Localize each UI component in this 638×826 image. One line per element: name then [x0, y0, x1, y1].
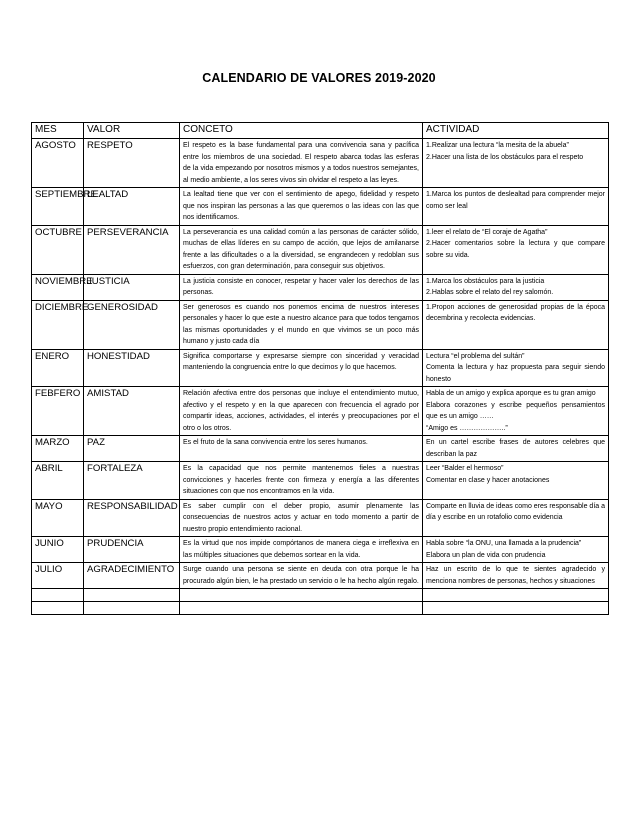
empty-table-row [32, 589, 609, 602]
table-row [32, 274, 609, 300]
valor-cell: RESPETO [84, 139, 180, 188]
actividad-line: 1.Propon acciones de generosidad propias de la época decembrina y recolecta evidencias. [426, 303, 605, 322]
concepto-cell: La lealtad tiene que ver con el sentimiento de apego, fidelidad y respeto que nos inspiran las personas a las que queremos o las ideas con las que nos identificamos. [180, 188, 423, 226]
valor-cell: AGRADECIMIENTO [84, 563, 180, 589]
mes-cell: SEPTIEMBRE [32, 188, 84, 226]
header-mes: MES [32, 123, 84, 139]
mes-cell: MARZO [32, 436, 84, 462]
actividad-cell [423, 462, 609, 500]
mes-cell: NOVIEMBRE [32, 274, 84, 300]
table-row [32, 139, 609, 188]
header-actividad: ACTIVIDAD [423, 123, 609, 139]
table-row [32, 387, 609, 436]
mes-cell: JULIO [32, 563, 84, 589]
table-row [32, 188, 609, 226]
empty-cell [32, 589, 84, 602]
actividad-line: 2.Hablas sobre el relato del rey salomón. [426, 289, 554, 296]
valor-cell: PRUDENCIA [84, 537, 180, 563]
actividad-line: 1.Realizar una lectura “la mesita de la abuela” [426, 142, 569, 149]
valor-cell: PERSEVERANCIA [84, 225, 180, 274]
valor-cell: RESPONSABILIDAD [84, 499, 180, 537]
actividad-cell [423, 387, 609, 436]
concepto-cell: Surge cuando una persona se siente en deuda con otra porque le ha procurado algún bien, le ha prestado un servicio o le ha hecho algún regalo. [180, 563, 423, 589]
actividad-cell [423, 188, 609, 226]
valor-cell: AMISTAD [84, 387, 180, 436]
concepto-cell: Significa comportarse y expresarse siempre con sinceridad y veracidad manteniendo la congruencia entre lo que decimos y lo que hacemos. [180, 349, 423, 387]
valor-cell: FORTALEZA [84, 462, 180, 500]
actividad-line: Leer “Balder el hermoso” [426, 465, 504, 472]
actividad-cell [423, 274, 609, 300]
actividad-line: 2.Hacer una lista de los obstáculos para el respeto [426, 153, 584, 161]
actividad-line: Elabora corazones y escribe pequeños pensamientos que es un amigo …… [426, 401, 605, 420]
actividad-cell [423, 225, 609, 274]
empty-cell [423, 589, 609, 602]
concepto-cell: La justicia consiste en conocer, respetar y hacer valer los derechos de las personas. [180, 274, 423, 300]
actividad-line: En un cartel escribe frases de autores celebres que describan la paz [426, 439, 605, 458]
table-row [32, 499, 609, 537]
page-title: CALENDARIO DE VALORES 2019-2020 [202, 71, 436, 85]
concepto-cell: Es la virtud que nos impide compórtanos de manera ciega e irreflexiva en las múltiples situaciones que debemos sortear en la vida. [180, 537, 423, 563]
header-valor: VALOR [84, 123, 180, 139]
table-row [32, 436, 609, 462]
mes-cell: DICIEMBRE [32, 300, 84, 349]
actividad-cell [423, 563, 609, 589]
actividad-line: Comentar en clase y hacer anotaciones [426, 476, 550, 484]
empty-cell [84, 589, 180, 602]
valor-cell: GENEROSIDAD [84, 300, 180, 349]
actividad-line: 1.leer el relato de “El coraje de Agatha” [426, 228, 548, 236]
table-header-row [32, 123, 609, 139]
actividad-line: Comenta la lectura y haz propuesta para seguir siendo honesto [426, 364, 605, 383]
concepto-cell: Es el fruto de la sana convivencia entre los seres humanos. [180, 436, 423, 462]
header-concepto: CONCETO [180, 123, 423, 139]
valor-cell: LEALTAD [84, 188, 180, 226]
values-calendar-table [31, 122, 609, 615]
actividad-cell [423, 300, 609, 349]
table-row [32, 563, 609, 589]
mes-cell: ENERO [32, 349, 84, 387]
concepto-cell: Ser generosos es cuando nos ponemos encima de nuestros intereses personales y hacer lo que este a nuestro alcance para que todos tengamos las mismas oportunidades y el mundo en que vivimos se un poco más humano y justo cada día [180, 300, 423, 349]
valor-cell: PAZ [84, 436, 180, 462]
concepto-cell: El respeto es la base fundamental para una convivencia sana y pacífica entre los miembros de una sociedad. El respeto abarca todas las esferas de la vida empezando por nosotros mismos y a todos nuestros semejantes, al medio ambiente, a los seres vivos sin olvidar el respeto a las leyes. [180, 139, 423, 188]
actividad-cell [423, 349, 609, 387]
concepto-cell: Es la capacidad que nos permite mantenernos fieles a nuestras convicciones y hacerles frente con firmeza y energía a las diferentes situaciones con que nos encontramos en la vida. [180, 462, 423, 500]
table-row [32, 537, 609, 563]
empty-table-row [32, 602, 609, 615]
mes-cell: ABRIL [32, 462, 84, 500]
actividad-cell [423, 436, 609, 462]
actividad-line: Habla de un amigo y explica aporque es tu gran amigo [426, 390, 596, 397]
actividad-cell [423, 139, 609, 188]
actividad-cell [423, 499, 609, 537]
empty-cell [84, 602, 180, 615]
table-row [32, 462, 609, 500]
actividad-line: Lectura “el problema del sultán” [426, 352, 525, 360]
table-body [32, 139, 609, 615]
mes-cell: JUNIO [32, 537, 84, 563]
valor-cell: HONESTIDAD [84, 349, 180, 387]
empty-cell [180, 589, 423, 602]
empty-cell [423, 602, 609, 615]
concepto-cell: La perseverancia es una calidad común a las personas de carácter sólido, muchas de ellas líderes en su campo de acción, que lejos de amilanarse frente a las dificultades o a la diversidad, se engrandecen y redoblan sus esfuerzos, con gran determinación, para conseguir sus objetivos. [180, 225, 423, 274]
mes-cell: MAYO [32, 499, 84, 537]
valor-cell: JUSTICIA [84, 274, 180, 300]
empty-cell [180, 602, 423, 615]
actividad-line: Haz un escrito de lo que te sientes agradecido y menciona nombres de personas, hechos y situaciones [426, 566, 605, 585]
mes-cell: AGOSTO [32, 139, 84, 188]
actividad-line: 1.Marca los puntos de deslealtad para comprender mejor como ser leal [426, 191, 605, 210]
concepto-cell: Es saber cumplir con el deber propio, asumir plenamente las consecuencias de nuestros actos y actuar en todo momento a partir de nuestro propio entendimiento racional. [180, 499, 423, 537]
concepto-cell: Relación afectiva entre dos personas que incluye el entendimiento mutuo, afectivo y el respeto y en la que aparecen con frecuencia el agrado por compartir ideas, acciones, actividades, el interés y preocupaciones por el otro o los otros. [180, 387, 423, 436]
mes-cell: FEBFERO [32, 387, 84, 436]
empty-cell [32, 602, 84, 615]
actividad-line: 1.Marca los obstáculos para la justicia [426, 277, 545, 285]
table-row [32, 300, 609, 349]
actividad-line: 2.Hacer comentarios sobre la lectura y que compare sobre su vida. [426, 240, 605, 259]
table-row [32, 349, 609, 387]
actividad-line: Elabora un plan de vida con prudencia [426, 551, 546, 559]
table-row [32, 225, 609, 274]
actividad-line: “Amigo es ………………..” [426, 424, 508, 432]
actividad-line: Habla sobre “la ONU, una llamada a la prudencia” [426, 540, 582, 547]
actividad-line: Comparte en lluvia de ideas como eres responsable día a día y escribe en un rotafolio como evidencia [426, 502, 605, 521]
mes-cell: OCTUBRE [32, 225, 84, 274]
actividad-cell [423, 537, 609, 563]
